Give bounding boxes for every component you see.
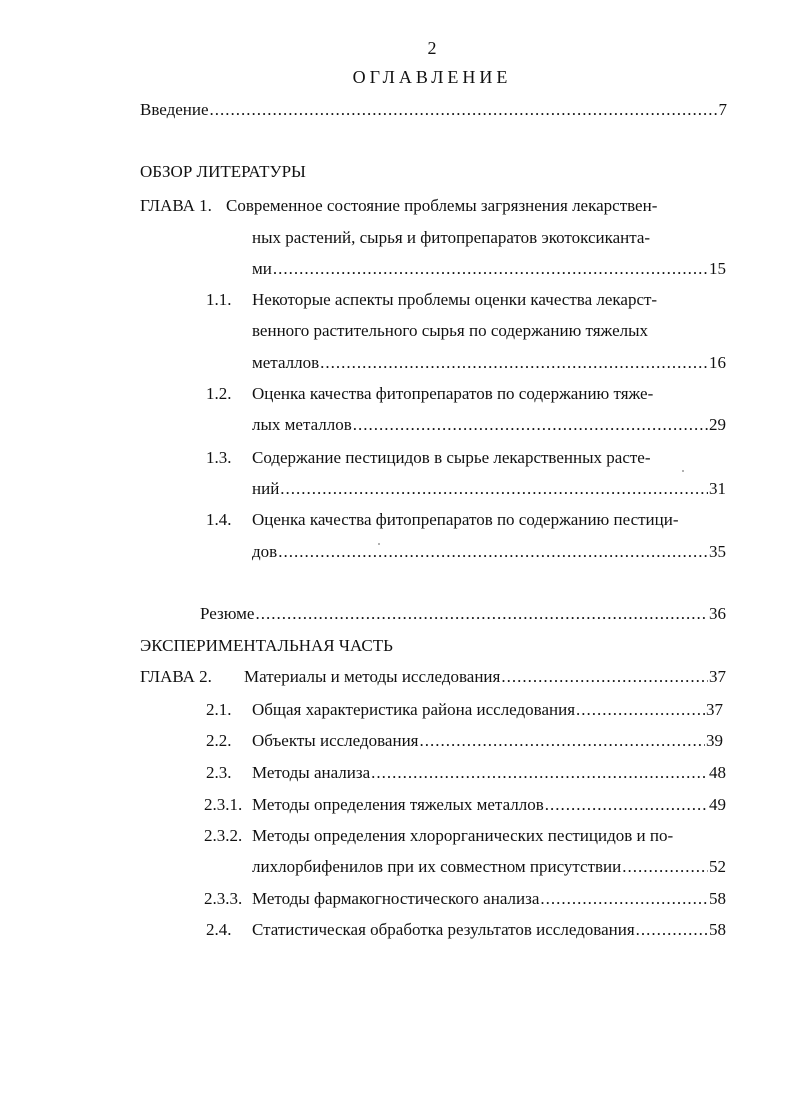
toc-entry-label: дов (252, 542, 278, 561)
toc-entry-chapter-2[interactable] (244, 667, 726, 689)
toc-entry-label: Методы фармакогностического анализа (252, 889, 540, 908)
toc-entry-label: ний (252, 479, 280, 498)
section-1-3-line1: Содержание пестицидов в сырье лекарственных расте- (252, 448, 651, 467)
toc-leader-dots (545, 795, 708, 815)
toc-entry-label: Статистическая обработка результатов исследования (252, 920, 635, 939)
section-2-3-2-line1: Методы определения хлорорганических пестицидов и по- (252, 826, 674, 845)
toc-leader-dots (419, 731, 705, 751)
toc-entry-page: 31 (709, 479, 726, 498)
toc-leader-dots (273, 259, 708, 279)
section-2-3-2-number: 2.3.2. (204, 826, 243, 845)
toc-entry-section-2-3-3[interactable] (252, 889, 726, 911)
toc-leader-dots (278, 542, 708, 562)
toc-entry-page: 49 (709, 795, 726, 814)
toc-entry-label: лых металлов (252, 415, 352, 434)
toc-entry-intro[interactable] (140, 100, 727, 122)
toc-entry-label: Методы определения тяжелых металлов (252, 795, 544, 814)
page-number: 2 (427, 38, 437, 58)
section-1-1-line1: Некоторые аспекты проблемы оценки качества лекарст- (252, 290, 658, 309)
toc-entry-section-1-4[interactable] (252, 542, 726, 564)
toc-entry-label: Резюме (200, 604, 255, 623)
toc-entry-page: 39 (706, 731, 723, 750)
toc-leader-dots (540, 889, 708, 909)
section-2-3-3-number: 2.3.3. (204, 889, 243, 908)
toc-entry-page: 7 (718, 100, 727, 119)
toc-entry-page: 48 (709, 763, 726, 782)
toc-entry-section-2-1[interactable] (252, 700, 723, 722)
toc-entry-page: 36 (709, 604, 726, 623)
chapter-1-title-line2: ных растений, сырья и фитопрепаратов экотоксиканта- (252, 228, 651, 247)
toc-entry-label: металлов (252, 353, 320, 372)
section-1-4-line1: Оценка качества фитопрепаратов по содержанию пестици- (252, 510, 679, 529)
section-heading-literature: ОБЗОР ЛИТЕРАТУРЫ (140, 162, 306, 181)
section-1-1-line2: венного растительного сырья по содержанию тяжелых (252, 321, 649, 340)
toc-entry-label: Методы анализа (252, 763, 371, 782)
toc-entry-label: лихлорбифенилов при их совместном присутствии (252, 857, 622, 876)
toc-entry-section-1-2[interactable] (252, 415, 726, 437)
toc-leader-dots (636, 920, 708, 940)
toc-entry-section-2-4[interactable] (252, 920, 726, 942)
toc-entry-label: ми (252, 259, 272, 278)
toc-leader-dots (210, 100, 718, 120)
toc-entry-label: Введение (140, 100, 209, 119)
toc-entry-section-2-3[interactable] (252, 763, 726, 785)
section-2-2-number: 2.2. (206, 731, 232, 750)
toc-entry-page: 16 (709, 353, 726, 372)
toc-entry-label: Объекты исследования (252, 731, 419, 750)
toc-leader-dots (622, 857, 708, 877)
toc-entry-summary[interactable] (200, 604, 726, 626)
toc-entry-label: Общая характеристика района исследования (252, 700, 576, 719)
toc-entry-page: 15 (709, 259, 726, 278)
toc-entry-section-2-2[interactable] (252, 731, 723, 753)
toc-entry-page: 37 (706, 700, 723, 719)
toc-leader-dots (255, 604, 708, 624)
toc-entry-label: Материалы и методы исследования (244, 667, 501, 686)
section-2-3-1-number: 2.3.1. (204, 795, 243, 814)
toc-entry-page: 35 (709, 542, 726, 561)
chapter-1-title-line1: Современное состояние проблемы загрязнения лекарствен- (226, 196, 658, 215)
section-1-3-number: 1.3. (206, 448, 232, 467)
toc-entry-page: 58 (709, 920, 726, 939)
toc-entry-section-1-3[interactable] (252, 479, 726, 501)
toc-leader-dots (280, 479, 708, 499)
toc-entry-page: 52 (709, 857, 726, 876)
toc-leader-dots (501, 667, 708, 687)
section-2-3-number: 2.3. (206, 763, 232, 782)
section-1-4-number: 1.4. (206, 510, 232, 529)
chapter-2-number: ГЛАВА 2. (140, 667, 212, 686)
toc-title: ОГЛАВЛЕНИЕ (352, 67, 512, 87)
section-1-1-number: 1.1. (206, 290, 232, 309)
toc-leader-dots (320, 353, 708, 373)
toc-entry-page: 58 (709, 889, 726, 908)
toc-leader-dots (353, 415, 708, 435)
section-heading-experimental: ЭКСПЕРИМЕНТАЛЬНАЯ ЧАСТЬ (140, 636, 393, 655)
chapter-1-number: ГЛАВА 1. (140, 196, 212, 215)
toc-leader-dots (371, 763, 708, 783)
toc-leader-dots (576, 700, 705, 720)
section-2-4-number: 2.4. (206, 920, 232, 939)
toc-entry-section-1-1[interactable] (252, 353, 726, 375)
toc-entry-chapter-1[interactable] (252, 259, 726, 281)
toc-entry-page: 29 (709, 415, 726, 434)
toc-entry-page: 37 (709, 667, 726, 686)
scan-speck (378, 543, 380, 545)
section-1-2-number: 1.2. (206, 384, 232, 403)
toc-entry-section-2-3-2[interactable] (252, 857, 726, 879)
section-2-1-number: 2.1. (206, 700, 232, 719)
toc-entry-section-2-3-1[interactable] (252, 795, 726, 817)
scan-speck (682, 470, 684, 472)
section-1-2-line1: Оценка качества фитопрепаратов по содержанию тяже- (252, 384, 654, 403)
